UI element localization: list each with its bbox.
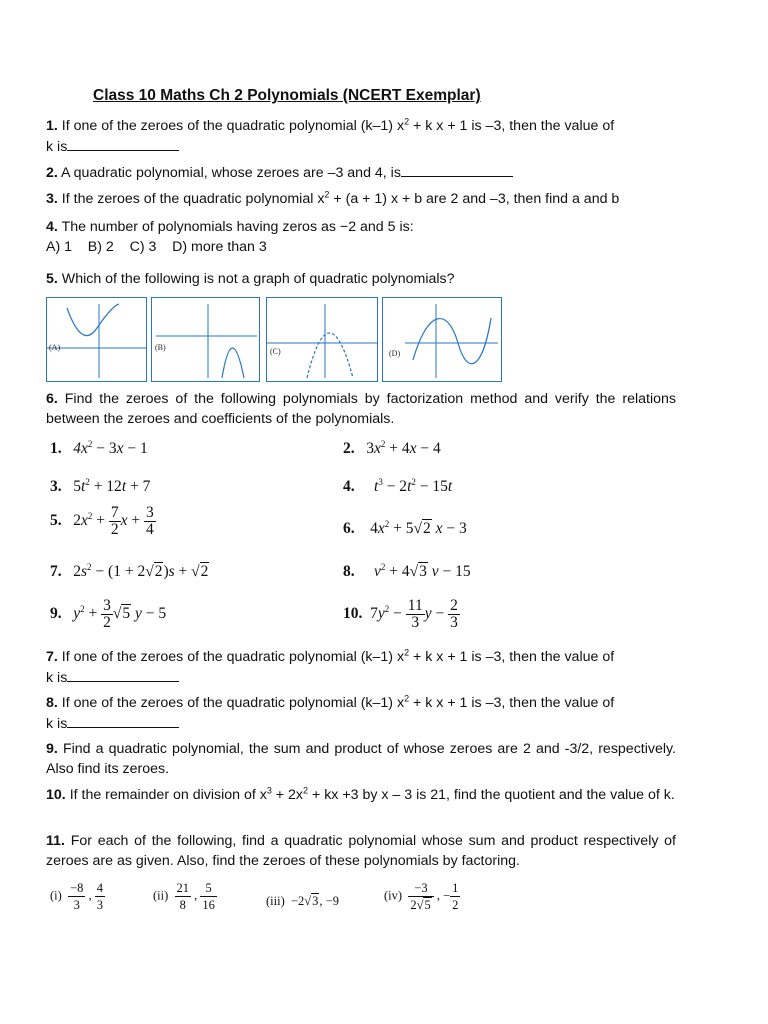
polynomial-4: 4. $t^3 - 2t^2 - 15t$ (343, 476, 453, 495)
exponent: 2 (404, 647, 410, 658)
question-3 (46, 189, 676, 209)
question-number: 7. (46, 649, 58, 665)
question-text: k is (46, 716, 68, 732)
question-number: 6. (46, 391, 58, 407)
question-text: If one of the zeroes of the quadratic polynomial (k–1) x (61, 649, 405, 665)
graph-label: (D) (389, 349, 401, 358)
question-text: Find a quadratic polynomial, the sum and product of whose zeroes are 2 and -3/2, respectively. Also find its zeroes. (46, 741, 676, 777)
question-number: 9. (46, 741, 58, 757)
exponent: 2 (324, 189, 330, 200)
question-number: 1. (46, 118, 58, 134)
item-number: 4. (343, 478, 355, 495)
polynomial-9: 9. $y^2$ + $\frac{3}{2}$ √5 y − 5 (50, 597, 167, 631)
answer-blank (67, 136, 179, 151)
item-number: 3. (50, 478, 62, 495)
question-10 (46, 785, 676, 805)
item-number: 1. (50, 440, 62, 457)
question-8 (46, 693, 676, 734)
graph-option-d (382, 297, 502, 382)
question-text: For each of the following, find a quadratic polynomial whose sum and product respectively of zeroes are as given. Also, find the zeroes of these polynomials by factoring. (46, 833, 676, 869)
polynomial-8: 8. $v^2 + 4√3$ v − 15 (343, 561, 471, 580)
graph-option-a (46, 297, 147, 382)
question-text: + 2x (271, 787, 304, 803)
polynomial-7: 7. $2s^2 - (1 + 2√2)s + √2$ (50, 561, 209, 580)
polynomial-3: 3. $5t^2 + 12t + 7$ (50, 476, 151, 495)
question-7 (46, 647, 676, 688)
question-text: Which of the following is not a graph of quadratic polynomials? (61, 271, 455, 287)
polynomial-6: 6. $4x^2 + 5√2$ x − 3 (343, 518, 467, 537)
polynomial-2: 2. $3x^2 + 4x - 4$ (343, 438, 441, 457)
item-number: 2. (343, 440, 355, 457)
exponent: 2 (303, 785, 309, 796)
question-9 (46, 739, 676, 779)
question-number: 2. (46, 165, 58, 181)
question-5 (46, 269, 676, 289)
question-text: A quadratic polynomial, whose zeroes are –3 and 4, is (61, 165, 401, 181)
q11-item-i: (i) $\frac{-8}{3}$ , $\frac{4}{3}$ (50, 881, 103, 912)
answer-blank (67, 713, 179, 728)
answer-blank (67, 667, 179, 682)
question-text: + kx +3 by x – 3 is 21, find the quotient and the value of k. (308, 787, 675, 803)
item-label: (iii) (266, 894, 285, 908)
item-number: 8. (343, 563, 355, 580)
item-number: 7. (50, 563, 62, 580)
graph-option-b (151, 297, 260, 382)
question-number: 3. (46, 191, 58, 207)
question-number: 10. (46, 787, 66, 803)
exponent: 2 (404, 693, 410, 704)
question-2 (46, 162, 676, 183)
item-number: 5. (50, 512, 62, 530)
exponent: 2 (404, 116, 410, 127)
question-text: The number of polynomials having zeros as −2 and 5 is: (61, 219, 414, 235)
polynomial-5: 5. $2x^2$ + $\frac{7}{2}$ x + $\frac{3}{4}$ (50, 504, 154, 538)
question-text: + k x + 1 is –3, then the value of (409, 649, 615, 665)
graph-label: (B) (155, 343, 166, 352)
answer-options: A) 1 B) 2 C) 3 D) more than 3 (46, 239, 267, 255)
item-number: 6. (343, 520, 355, 537)
question-text: + k x + 1 is –3, then the value of (409, 695, 615, 711)
question-number: 5. (46, 271, 58, 287)
graph-option-c (266, 297, 378, 382)
page-title: Class 10 Maths Ch 2 Polynomials (NCERT Exemplar) (93, 87, 481, 104)
answer-blank (401, 162, 513, 177)
question-text: If the zeroes of the quadratic polynomial x (61, 191, 325, 207)
question-text: + k x + 1 is –3, then the value of (409, 118, 615, 134)
question-6 (46, 389, 676, 429)
question-text: k is (46, 670, 68, 686)
question-4 (46, 217, 676, 257)
graph-label: (C) (270, 347, 281, 356)
q11-item-iv: (iv) $\frac{-3}{2√5}$ , − $\frac{1}{2}$ (384, 881, 459, 912)
question-text: If the remainder on division of x (69, 787, 267, 803)
exponent: 3 (266, 785, 272, 796)
item-number: 9. (50, 605, 62, 623)
q11-item-ii: (ii) $\frac{21}{8}$ , $\frac{5}{16}$ (153, 881, 215, 912)
question-text: If one of the zeroes of the quadratic polynomial (k–1) x (61, 695, 405, 711)
graph-label: (A) (49, 343, 61, 352)
question-number: 8. (46, 695, 58, 711)
polynomial-10: 10. $7y^2$ − $\frac{11}{3}$ y − $\frac{2}{3}$ (343, 597, 458, 631)
question-number: 11. (46, 833, 65, 849)
polynomial-1: 1. $4x^2 - 3x - 1$ (50, 438, 148, 457)
item-label: (iv) (384, 888, 403, 903)
question-11 (46, 831, 676, 871)
item-number: 10. (343, 605, 363, 623)
item-label: (ii) (153, 888, 169, 903)
question-text: If one of the zeroes of the quadratic polynomial (k–1) x (61, 118, 405, 134)
q11-item-iii: (iii) −2√3, −9 (266, 894, 339, 908)
question-text: Find the zeroes of the following polynomials by factorization method and verify the relations between the zeroes and coefficients of the polynomials. (46, 391, 676, 427)
question-number: 4. (46, 219, 58, 235)
question-text: k is (46, 139, 68, 155)
item-label: (i) (50, 888, 62, 903)
question-text: + (a + 1) x + b are 2 and –3, then find a and b (329, 191, 620, 207)
question-1 (46, 116, 676, 157)
